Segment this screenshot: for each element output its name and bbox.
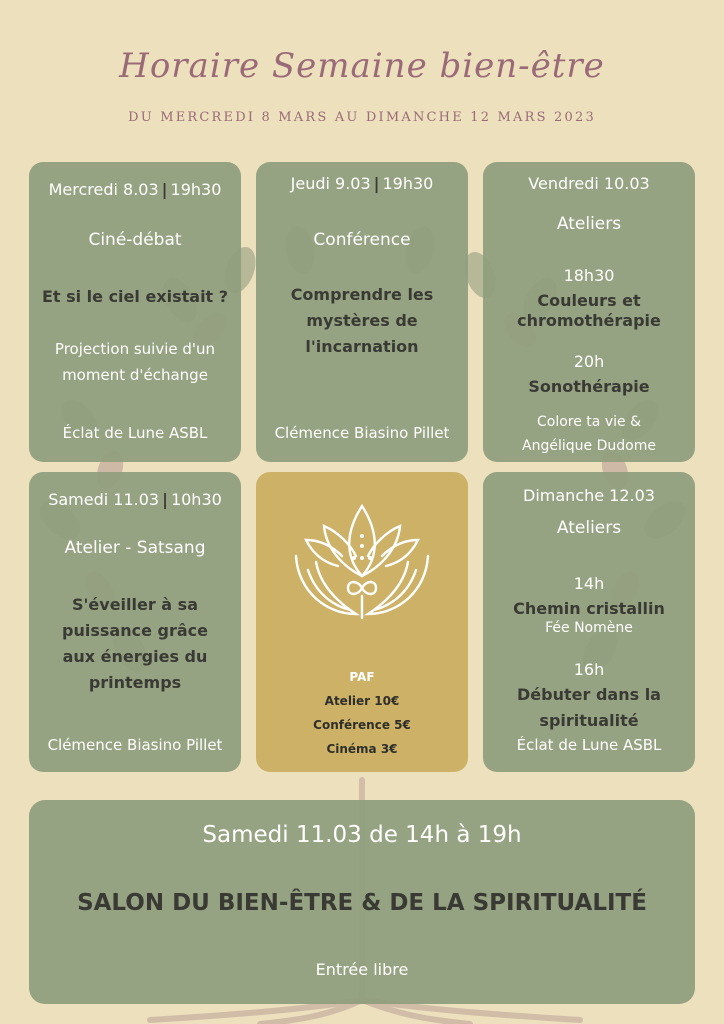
thursday-topic-1: Comprendre les [290,285,434,304]
friday-day: Vendredi 10.03 [528,174,650,193]
wednesday-desc-2: moment d'échange [62,366,208,384]
friday-workshop-1b: chromothérapie [517,311,661,330]
separator: | [161,180,168,199]
friday-workshop-2: Sonothérapie [528,377,650,396]
lotus-icon [276,496,448,626]
wednesday-host: Éclat de Lune ASBL [62,424,208,442]
paf-cinema-price: Cinéma 3€ [326,742,398,756]
sunday-host-2: Éclat de Lune ASBL [516,736,662,754]
page-title: Horaire Semaine bien-être [119,46,605,86]
wednesday-time: 19h30 [170,180,222,199]
card-friday [483,162,695,462]
card-paf [256,472,468,772]
card-thursday [256,162,468,462]
saturday-host: Clémence Biasino Pillet [47,736,223,754]
sunday-workshop-1: Chemin cristallin [513,599,665,618]
thursday-host: Clémence Biasino Pillet [274,424,450,442]
friday-type: Ateliers [556,214,622,234]
wednesday-day: Mercredi 8.03 [48,180,159,199]
sunday-time-1: 14h [573,574,605,593]
wednesday-topic: Et si le ciel existait ? [41,287,229,306]
separator: | [162,490,168,509]
saturday-topic-3: aux énergies du [62,647,208,666]
separator: | [373,174,380,193]
sunday-workshop-2a: Débuter dans la [517,685,661,704]
wednesday-type: Ciné-débat [88,230,182,250]
saturday-type: Atelier - Satsang [64,538,206,558]
card-wednesday [29,162,241,462]
sunday-host-1: Fée Nomène [545,620,633,636]
paf-label: PAF [349,670,375,684]
card-saturday [29,472,241,772]
sunday-time-2: 16h [573,660,605,679]
salon-date: Samedi 11.03 de 14h à 19h [202,822,522,848]
card-sunday [483,472,695,772]
salon-title: SALON DU BIEN-ÊTRE & DE LA SPIRITUALITÉ [77,890,647,916]
sunday-day: Dimanche 12.03 [523,486,655,505]
thursday-topic-2: mystères de [306,311,418,330]
thursday-topic-3: l'incarnation [305,337,419,356]
wednesday-desc-1: Projection suivie d'un [54,340,216,358]
saturday-day-time [29,490,241,509]
thursday-day: Jeudi 9.03 [290,174,371,193]
friday-time-2: 20h [573,352,605,371]
saturday-topic-4: printemps [88,673,182,692]
wednesday-day-time [29,180,241,199]
friday-time-1: 18h30 [563,266,615,285]
friday-workshop-1a: Couleurs et [537,291,641,310]
friday-host-1: Colore ta vie & [537,414,641,430]
paf-conference-price: Conférence 5€ [313,718,411,732]
thursday-time: 19h30 [382,174,434,193]
card-salon [29,800,695,1004]
paf-atelier-price: Atelier 10€ [324,694,400,708]
sunday-type: Ateliers [556,518,622,538]
thursday-day-time [256,174,468,193]
sunday-workshop-2b: spiritualité [539,711,639,730]
saturday-topic-1: S'éveiller à sa [71,595,198,614]
saturday-topic-2: puissance grâce [62,621,208,640]
date-range-subtitle: DU MERCREDI 8 MARS AU DIMANCHE 12 MARS 2023 [128,110,596,125]
saturday-day: Samedi 11.03 [48,490,160,509]
friday-host-2: Angélique Dudome [522,438,656,454]
thursday-type: Conférence [313,230,411,250]
salon-entry: Entrée libre [315,960,409,979]
saturday-time: 10h30 [170,490,222,509]
